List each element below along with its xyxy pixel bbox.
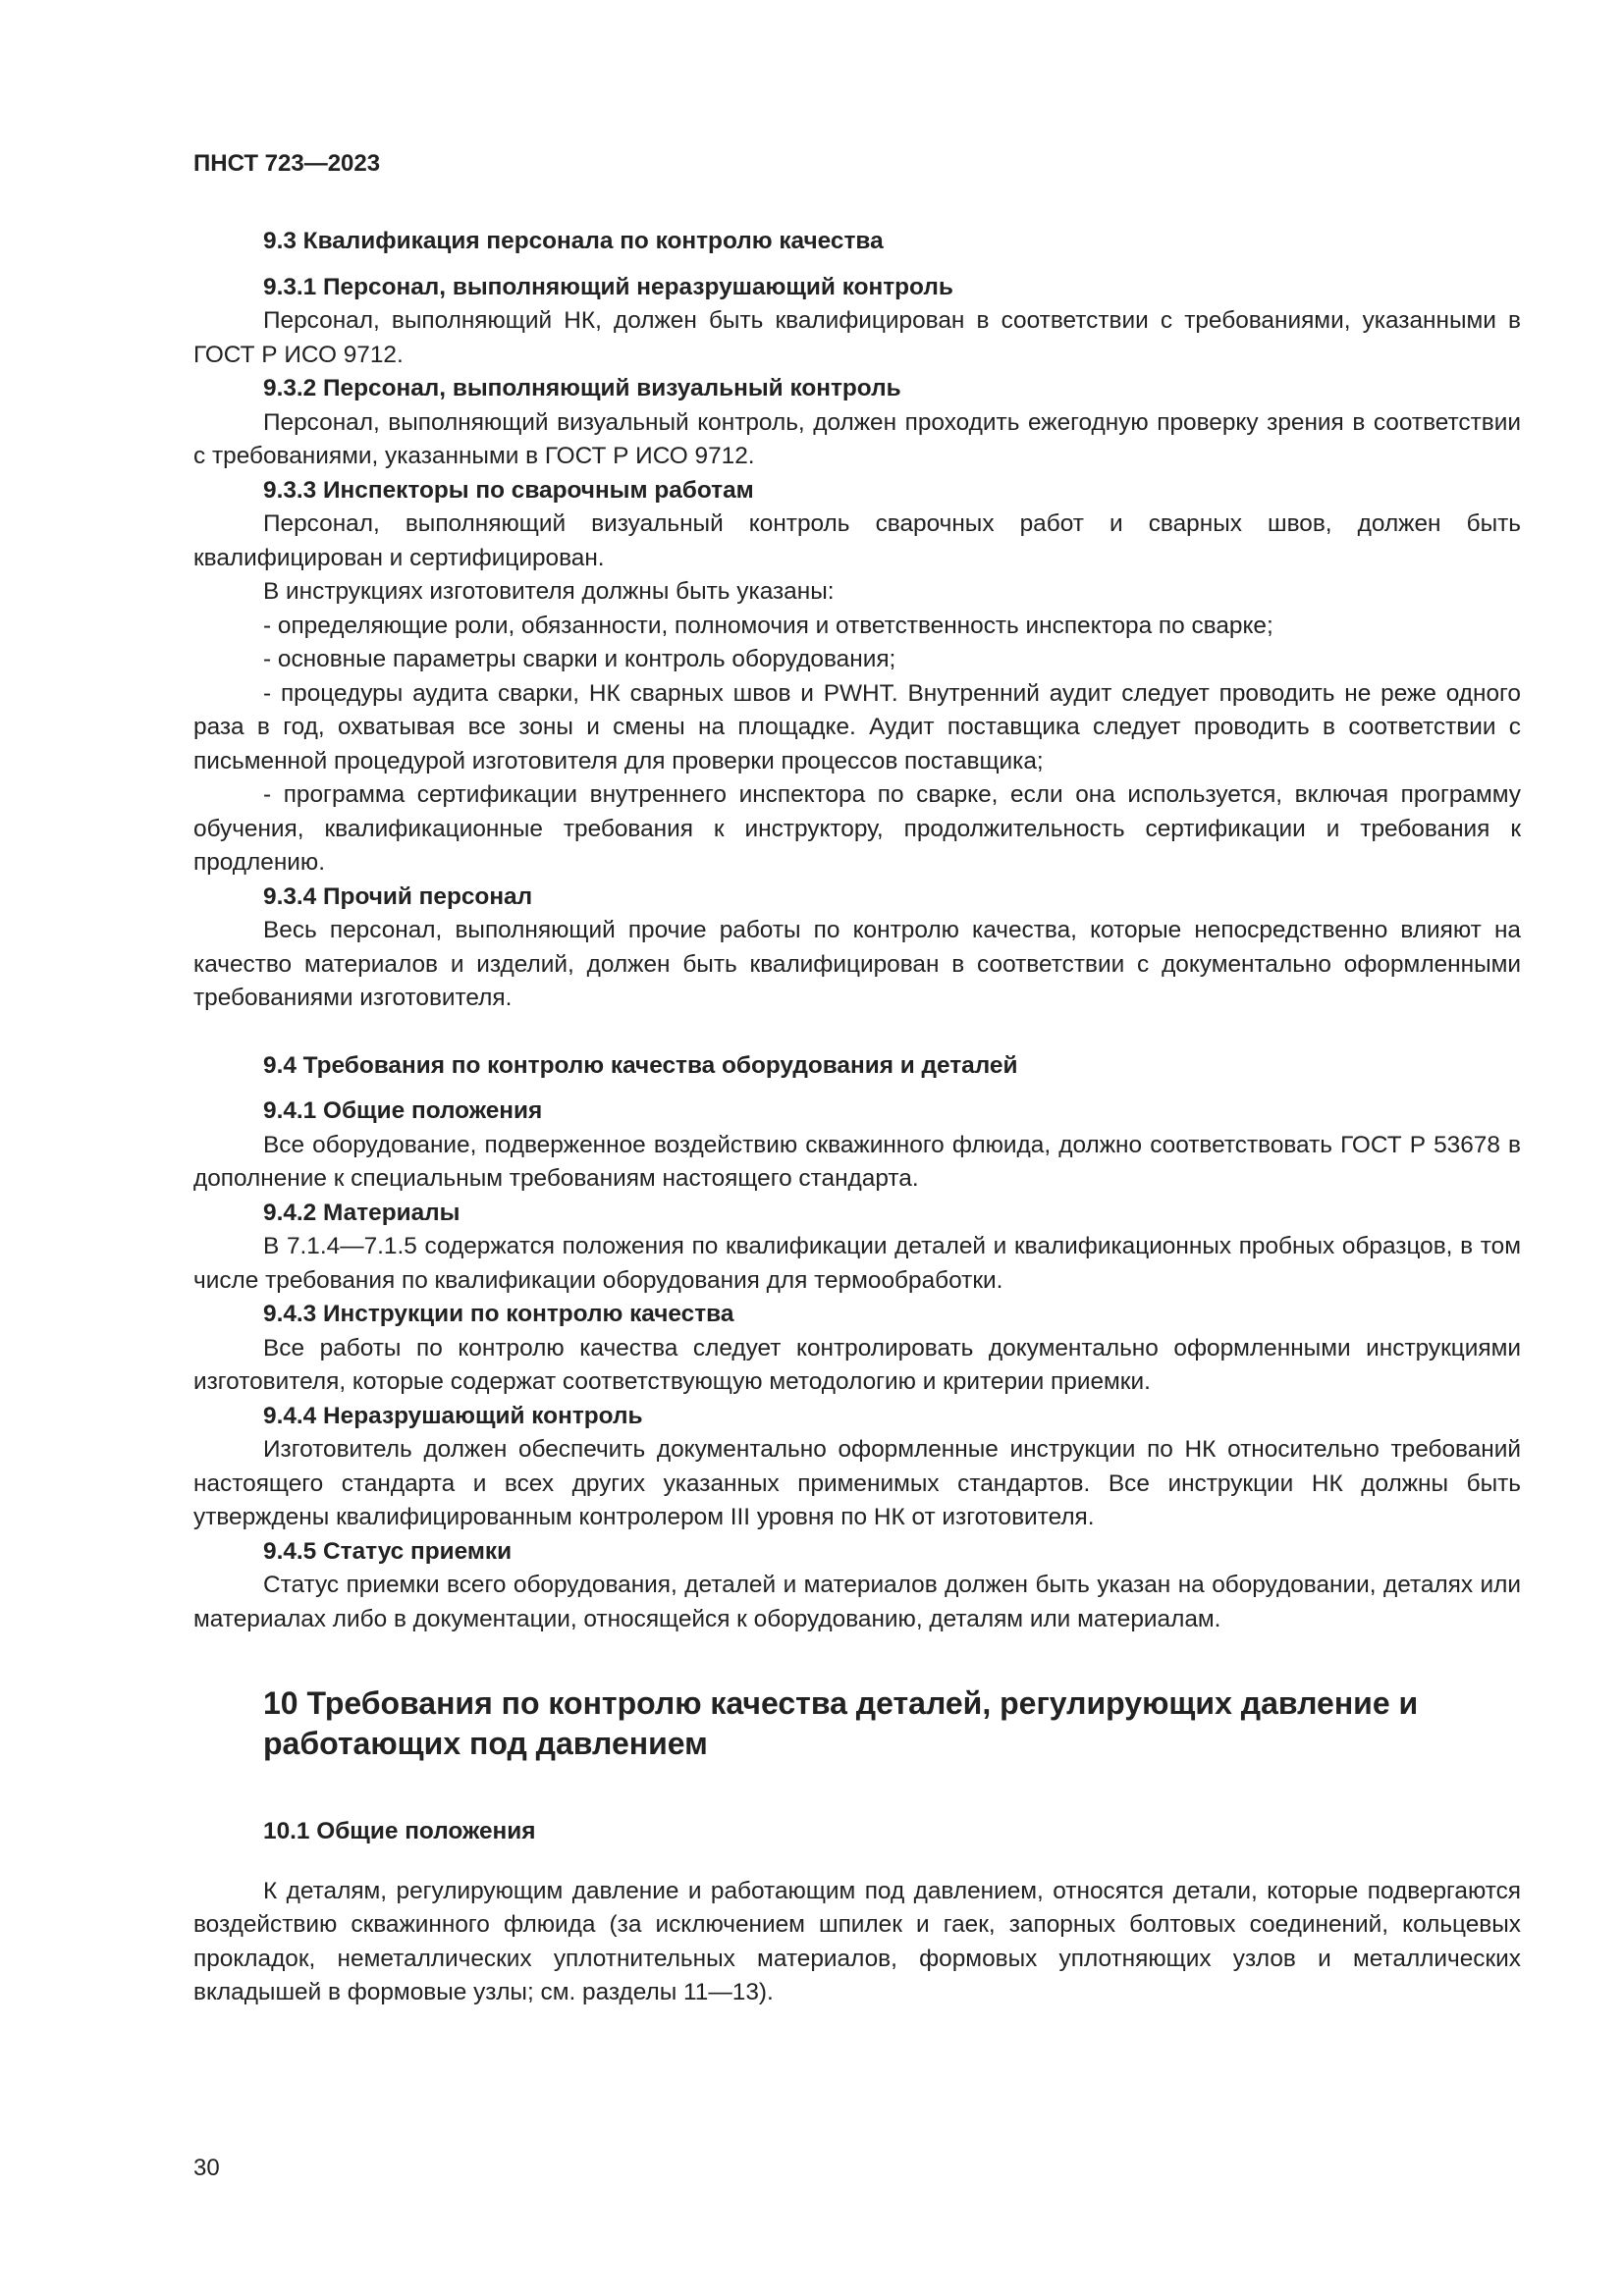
document-code-header: ПНСТ 723—2023 [193, 150, 381, 177]
section-9-3-2-title: 9.3.2 Персонал, выполняющий визуальный контроль [263, 375, 901, 401]
page-number: 30 [193, 2155, 220, 2181]
section-9-4-4-title: 9.4.4 Неразрушающий контроль [263, 1402, 643, 1429]
section-9-4-5-title: 9.4.5 Статус приемки [263, 1537, 513, 1565]
section-9-4-3-title: 9.4.3 Инструкции по контролю качества [263, 1301, 734, 1327]
section-10-1-text: К деталям, регулирующим давление и работающим под давлением, относятся детали, которые подвергаются воздействию скважинного флюида (за исключением шпилек и гаек, запорных болтовых соединений, кольцевых прокладок, неметаллических уплотнительных материалов, формовых уплотняющих узлов и металлических вкладышей в формовые узлы; см. разделы 11—13). [193, 1877, 1521, 2005]
section-9-3-1-title: 9.3.1 Персонал, выполняющий неразрушающий контроль [263, 273, 953, 300]
section-9-3-title: 9.3 Квалификация персонала по контролю качества [263, 228, 884, 254]
section-9-3-3-text: Персонал, выполняющий визуальный контроль сварочных работ и сварных швов, должен быть квалифицирован и сертифицирован. [193, 510, 1521, 571]
section-9-3-4-title: 9.3.4 Прочий персонал [263, 882, 533, 910]
section-9-3-1-text: Персонал, выполняющий НК, должен быть квалифицирован в соответствии с требованиями, указанными в ГОСТ Р ИСО 9712. [193, 307, 1521, 368]
section-9-4-1-text: Все оборудование, подверженное воздействию скважинного флюида, должно соответствовать ГОСТ Р 53678 в дополнение к специальным требованиям настоящего стандарта. [193, 1131, 1521, 1192]
section-9-3-3-title: 9.3.3 Инспекторы по сварочным работам [263, 476, 754, 504]
list-item: - основные параметры сварки и контроль оборудования; [263, 646, 896, 672]
section-10-title: 10 Требования по контролю качества деталей, регулирующих давление и работающих под давлением [263, 1685, 1419, 1761]
section-9-4-2-text: В 7.1.4—7.1.5 содержатся положения по квалификации деталей и квалификационных пробных образцов, в том числе требования по квалификации оборудования для термообработки. [193, 1233, 1521, 1294]
section-9-4-5-text: Статус приемки всего оборудования, деталей и материалов должен быть указан на оборудовании, деталях или материалах либо в документации, относящейся к оборудованию, деталям или материалам. [193, 1572, 1521, 1632]
section-9-4-3-text: Все работы по контролю качества следует контролировать документально оформленными инструкциями изготовителя, которые содержат соответствующую методологию и критерии приемки. [193, 1334, 1521, 1395]
section-9-4-1-title: 9.4.1 Общие положения [263, 1097, 543, 1124]
section-9-3-4-text: Весь персонал, выполняющий прочие работы по контролю качества, которые непосредственно влияют на качество материалов и изделий, должен быть квалифицирован в соответствии с документально оформленными требованиями изготовителя. [193, 917, 1521, 1011]
document-body [193, 225, 1521, 2010]
list-item: - программа сертификации внутреннего инспектора по сварке, если она используется, включая программу обучения, квалификационные требования к инструктору, продолжительность сертификации и требования к продлению. [193, 781, 1521, 876]
section-10-1-title: 10.1 Общие положения [263, 1818, 536, 1844]
section-9-4-2-title: 9.4.2 Материалы [263, 1199, 460, 1226]
section-9-3-3-intro: В инструкциях изготовителя должны быть указаны: [263, 578, 835, 605]
section-9-4-4-text: Изготовитель должен обеспечить документально оформленные инструкции по НК относительно требований настоящего стандарта и всех других указанных применимых стандартов. Все инструкции НК должны быть утверждены квалифицированным контролером III уровня по НК от изготовителя. [193, 1436, 1521, 1530]
list-item: - процедуры аудита сварки, НК сварных швов и PWHT. Внутренний аудит следует проводить не реже одного раза в год, охватывая все зоны и смены на площадке. Аудит поставщика следует проводить в соответствии с письменной процедурой изготовителя для проверки процессов поставщика; [193, 679, 1521, 774]
section-9-4-title: 9.4 Требования по контролю качества оборудования и деталей [263, 1051, 1018, 1079]
section-9-3-2-text: Персонал, выполняющий визуальный контроль, должен проходить ежегодную проверку зрения в соответствии с требованиями, указанными в ГОСТ Р ИСО 9712. [193, 408, 1521, 469]
list-item: - определяющие роли, обязанности, полномочия и ответственность инспектора по сварке; [263, 612, 1273, 639]
